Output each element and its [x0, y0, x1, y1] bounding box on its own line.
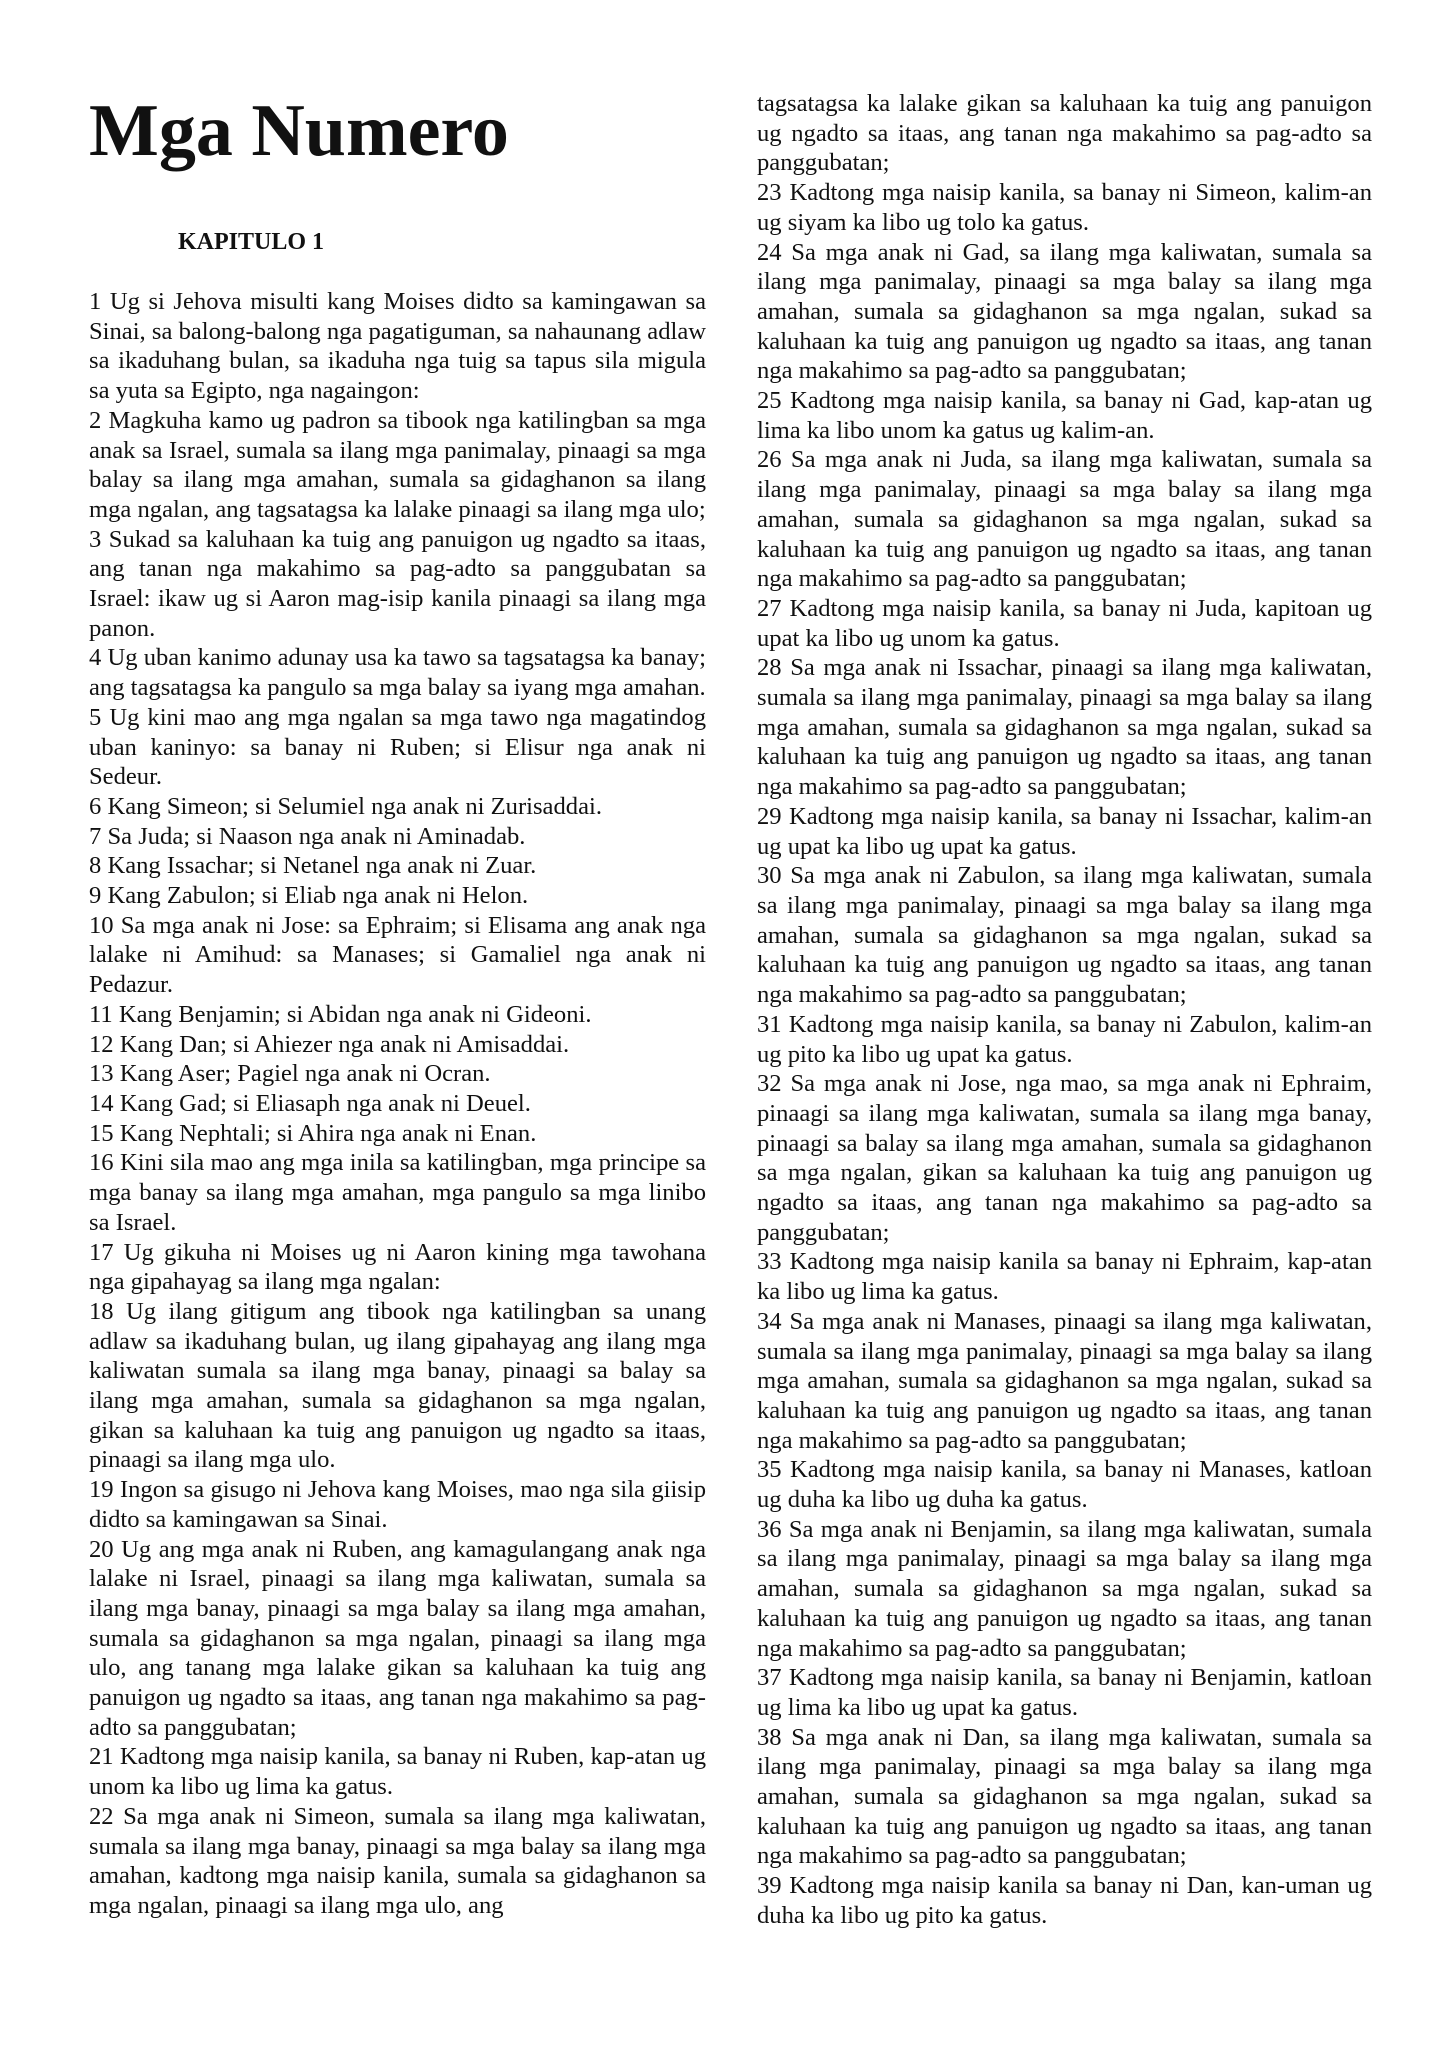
- verse-paragraph: 24 Sa mga anak ni Gad, sa ilang mga kaliwatan, sumala sa ilang mga panimalay, pinaagi sa mga balay sa ilang mga amahan, sumala sa gidaghanon sa mga ngalan, sukad sa kaluhaan ka tuig ang panuigon ug ngadto sa itaas, ang tanan nga makahimo sa pag-adto sa panggubatan;: [757, 238, 1372, 385]
- verse-paragraph: 38 Sa mga anak ni Dan, sa ilang mga kaliwatan, sumala sa ilang mga panimalay, pinaagi sa mga balay sa ilang mga amahan, sumala sa gidaghanon sa mga ngalan, sukad sa kaluhaan ka tuig ang panuigon ug ngadto sa itaas, ang tanan nga makahimo sa pag-adto sa panggubatan;: [757, 1723, 1372, 1870]
- verse-paragraph: 31 Kadtong mga naisip kanila, sa banay ni Zabulon, kalim-an ug pito ka libo ug upat ka gatus.: [757, 1010, 1372, 1068]
- chapter-heading: KAPITULO 1: [178, 229, 325, 255]
- verse-paragraph: 16 Kini sila mao ang mga inila sa katilingban, mga principe sa mga banay sa ilang mga amahan, mga pangulo sa mga linibo sa Israel.: [89, 1149, 706, 1236]
- left-verses: [89, 287, 706, 1921]
- verse-paragraph: 5 Ug kini mao ang mga ngalan sa mga tawo nga magatindog uban kaninyo: sa banay ni Ruben; si Elisur nga anak ni Sedeur.: [89, 703, 706, 791]
- verse-paragraph: 13 Kang Aser; Pagiel nga anak ni Ocran.: [89, 1060, 491, 1088]
- verse-paragraph: 10 Sa mga anak ni Jose: sa Ephraim; si Elisama ang anak nga lalake ni Amihud: sa Manases; si Gamaliel nga anak ni Pedazur.: [89, 911, 706, 999]
- verse-paragraph: 27 Kadtong mga naisip kanila, sa banay ni Juda, kapitoan ug upat ka libo ug unom ka gatus.: [757, 594, 1372, 652]
- verse-paragraph: 2 Magkuha kamo ug padron sa tibook nga katilingban sa mga anak sa Israel, sumala sa ilang mga panimalay, pinaagi sa mga balay sa ilang mga amahan, sumala sa gidaghanon sa ilang mga ngalan, ang tagsatagsa ka lalake pinaagi sa ilang mga ulo;: [89, 406, 706, 523]
- verse-paragraph: 14 Kang Gad; si Eliasaph nga anak ni Deuel.: [89, 1089, 531, 1117]
- verse-paragraph: 9 Kang Zabulon; si Eliab nga anak ni Helon.: [89, 882, 529, 910]
- verse-paragraph: 8 Kang Issachar; si Netanel nga anak ni Zuar.: [89, 852, 537, 880]
- verse-paragraph: 33 Kadtong mga naisip kanila sa banay ni Ephraim, kap-atan ka libo ug lima ka gatus.: [757, 1248, 1372, 1306]
- verse-paragraph: 15 Kang Nephtali; si Ahira nga anak ni Enan.: [89, 1119, 537, 1147]
- verse-paragraph: 6 Kang Simeon; si Selumiel nga anak ni Zurisaddai.: [89, 792, 602, 820]
- verse-paragraph: 28 Sa mga anak ni Issachar, pinaagi sa ilang mga kaliwatan, sumala sa ilang mga panimalay, pinaagi sa mga balay sa ilang mga amahan, sumala sa gidaghanon sa mga ngalan, sukad sa kaluhaan ka tuig ang panuigon ug ngadto sa itaas, ang tanan nga makahimo sa pag-adto sa panggubatan;: [757, 654, 1372, 801]
- verse-paragraph: 20 Ug ang mga anak ni Ruben, ang kamagulangang anak nga lalake ni Israel, pinaagi sa ilang mga kaliwatan, sumala sa ilang mga banay, pinaagi sa mga balay sa ilang mga amahan, sumala sa gidaghanon sa mga ngalan, pinaagi sa ilang mga ulo, ang tanang mga lalake gikan sa kaluhaan ka tuig ang panuigon ug ngadto sa itaas, ang tanan nga makahimo sa pag-adto sa panggubatan;: [89, 1535, 706, 1741]
- verse-paragraph: 4 Ug uban kanimo adunay usa ka tawo sa tagsatagsa ka banay; ang tagsatagsa ka pangulo sa mga balay sa iyang mga amahan.: [89, 644, 706, 702]
- verse-paragraph: 29 Kadtong mga naisip kanila, sa banay ni Issachar, kalim-an ug upat ka libo ug upat ka gatus.: [757, 802, 1372, 860]
- verse-paragraph: 21 Kadtong mga naisip kanila, sa banay ni Ruben, kap-atan ug unom ka libo ug lima ka gatus.: [89, 1743, 706, 1801]
- right-column: [757, 89, 1372, 1931]
- verse-paragraph: 30 Sa mga anak ni Zabulon, sa ilang mga kaliwatan, sumala sa ilang mga panimalay, pinaagi sa mga balay sa ilang mga amahan, sumala sa gidaghanon sa mga ngalan, sukad sa kaluhaan ka tuig ang panuigon ug ngadto sa itaas, ang tanan nga makahimo sa pag-adto sa panggubatan;: [757, 862, 1372, 1009]
- verse-paragraph: 23 Kadtong mga naisip kanila, sa banay ni Simeon, kalim-an ug siyam ka libo ug tolo ka gatus.: [757, 179, 1372, 236]
- verse-paragraph: 17 Ug gikuha ni Moises ug ni Aaron kining mga tawohana nga gipahayag sa ilang mga ngalan:: [89, 1238, 706, 1296]
- verse-paragraph: 26 Sa mga anak ni Juda, sa ilang mga kaliwatan, sumala sa ilang mga panimalay, pinaagi sa mga balay sa ilang mga amahan, sumala sa gidaghanon sa mga ngalan, sukad sa kaluhaan ka tuig ang panuigon ug ngadto sa itaas, ang tanan nga makahimo sa pag-adto sa panggubatan;: [757, 446, 1372, 593]
- verse-paragraph: 22 Sa mga anak ni Simeon, sumala sa ilang mga kaliwatan, sumala sa ilang mga banay, pinaagi sa mga balay sa ilang mga amahan, kadtong mga naisip kanila, sumala sa gidaghanon sa mga ngalan, pinaagi sa ilang mga ulo, ang: [89, 1802, 706, 1919]
- document-title: Mga Numero: [89, 90, 509, 172]
- verse-paragraph: 3 Sukad sa kaluhaan ka tuig ang panuigon ug ngadto sa itaas, ang tanan nga makahimo sa pag-adto sa panggubatan sa Israel: ikaw ug si Aaron mag-isip kanila pinaagi sa ilang mga panon.: [89, 525, 706, 642]
- verse-paragraph: 25 Kadtong mga naisip kanila, sa banay ni Gad, kap-atan ug lima ka libo unom ka gatus ug kalim-an.: [757, 387, 1372, 444]
- verse-paragraph: 32 Sa mga anak ni Jose, nga mao, sa mga anak ni Ephraim, pinaagi sa ilang mga kaliwatan, sumala sa ilang mga banay, pinaagi sa balay sa ilang mga amahan, sumala sa gidaghanon sa mga ngalan, gikan sa kaluhaan ka tuig ang panuigon ug ngadto sa itaas, ang tanan nga makahimo sa pag-adto sa panggubatan;: [757, 1070, 1372, 1246]
- verse-paragraph: 35 Kadtong mga naisip kanila, sa banay ni Manases, katloan ug duha ka libo ug duha ka gatus.: [757, 1456, 1372, 1514]
- verse-paragraph: 34 Sa mga anak ni Manases, pinaagi sa ilang mga kaliwatan, sumala sa ilang mga panimalay, pinaagi sa mga balay sa ilang mga amahan, sumala sa gidaghanon sa mga ngalan, sukad sa kaluhaan ka tuig ang panuigon ug ngadto sa itaas, ang tanan nga makahimo sa pag-adto sa panggubatan;: [757, 1307, 1372, 1454]
- verse-paragraph: 37 Kadtong mga naisip kanila, sa banay ni Benjamin, katloan ug lima ka libo ug upat ka gatus.: [757, 1664, 1372, 1721]
- verse-paragraph: 11 Kang Benjamin; si Abidan nga anak ni Gideoni.: [89, 1000, 592, 1028]
- verse-paragraph: 39 Kadtong mga naisip kanila sa banay ni Dan, kan-uman ug duha ka libo ug pito ka gatus.: [757, 1872, 1372, 1929]
- verse-paragraph: 12 Kang Dan; si Ahiezer nga anak ni Amisaddai.: [89, 1030, 570, 1058]
- verse-paragraph: tagsatagsa ka lalake gikan sa kaluhaan ka tuig ang panuigon ug ngadto sa itaas, ang tanan nga makahimo sa pag-adto sa panggubatan;: [757, 90, 1372, 177]
- verse-paragraph: 7 Sa Juda; si Naason nga anak ni Aminadab.: [89, 822, 526, 850]
- verse-paragraph: 1 Ug si Jehova misulti kang Moises didto sa kamingawan sa Sinai, sa balong-balong nga pagatiguman, sa nahaunang adlaw sa ikaduhang bulan, sa ikaduha nga tuig sa tapus sila migula sa yuta sa Egipto, nga nagaingon:: [89, 288, 706, 405]
- verse-paragraph: 18 Ug ilang gitigum ang tibook nga katilingban sa unang adlaw sa ikaduhang bulan, ug ilang gipahayag ang ilang mga kaliwatan sumala sa ilang mga banay, pinaagi sa balay sa ilang mga amahan, sumala sa gidaghanon sa mga ngalan, gikan sa kaluhaan ka tuig ang panuigon ug ngadto sa itaas, pinaagi sa ilang mga ulo.: [89, 1297, 706, 1474]
- verse-paragraph: 36 Sa mga anak ni Benjamin, sa ilang mga kaliwatan, sumala sa ilang mga panimalay, pinaagi sa mga balay sa ilang mga amahan, sumala sa gidaghanon sa mga ngalan, sukad sa kaluhaan ka tuig ang panuigon ug ngadto sa itaas, ang tanan nga makahimo sa pag-adto sa panggubatan;: [757, 1515, 1372, 1662]
- verse-paragraph: 19 Ingon sa gisugo ni Jehova kang Moises, mao nga sila giisip didto sa kamingawan sa Sinai.: [89, 1476, 706, 1533]
